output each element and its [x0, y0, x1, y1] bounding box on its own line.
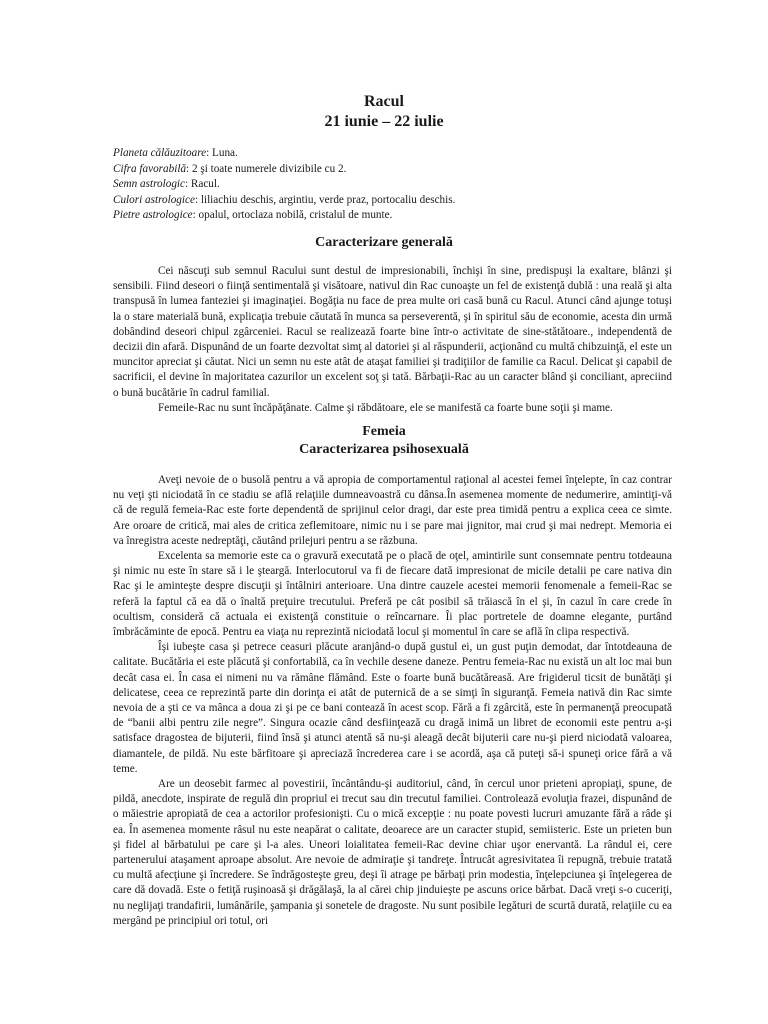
document-title: Racul — [364, 93, 404, 110]
section-heading-woman: Femeia — [362, 424, 406, 439]
section-subheading-psychosexual: Caracterizarea psihosexuală — [299, 442, 469, 457]
fact-label: Cifra favorabilă — [113, 162, 187, 175]
paragraph: Are un deosebit farmec al povestirii, încântându-şi auditoriul, când, în cercul unor prieteni apropiaţi, spune, de pildă, anecdote, inspirate de regulă din propriul ei trecut sau din trecutul familiei. Controlează evoluţia frazei, dispunând de o măiestrie apropiată de cea a actorilor profesionişti. Cu o mică excepţie : nu poate povesti lucruri amuzante fără a râde şi ea. În asemenea momente râsul nu este neapărat o calitate, deoarece are un caracter stupid, semiisteric. Este un prieten bun şi fidel al bărbatului pe care şi l-a ales. Uneori loialitatea femeii-Rac devine chiar uşor enervantă. La rândul ei, cere partenerului ataşament aproape absolut. Are nevoie de admiraţie şi tandreţe. Întrucât agresivitatea îi repugnă, trebuie tratată cu multă afecţiune şi încredere. Se îndrăgosteşte greu, deşi îi atrage pe bărbaţi prin modestia, înţelepciunea şi înţelegerea de care dă dovadă. Este o fetiţă ruşinoasă şi drăgălaşă, la al cărei chip jinduieşte pe ascuns orice bărbat. Dacă vreţi s-o cuceriţi, nu neglijaţi trandafirii, lumânările, şampania şi sonetele de dragoste. Nu sunt posibile legături de scurtă durată, relaţiile cu ea mergând pe principiul ori totul, ori — [113, 778, 672, 927]
fact-label: Semn astrologic — [113, 178, 185, 190]
paragraph: Îşi iubeşte casa şi petrece ceasuri plăcute aranjând-o după gustul ei, un gust puţin demodat, dar întotdeauna de calitate. Bucătăria ei este plăcută şi confortabilă, ca în vechile desene daneze. Pentru femeia-Rac nu există un alt loc mai bun decât casa ei. În casa ei nimeni nu va rămâne flămând. Este o foarte bună bucătăreasă. Are frigiderul ticsit de bunătăţi şi delicatese, ceea ce reprezintă parte din dorinţa ei atât de puternică de a se simţi în siguranţă. Femeia nativă din Rac simte nevoia de a şti ce va mânca a doua zi şi pe ce bani contează în acest scop. Fără a fi zgârcită, este în permanenţă preocupată de “banii albi pentru zile negre”. Singura ocazie când desfiinţează cu dragă inimă un libret de economii este pentru a-şi satisface dragostea de bijuterii, fiind însă şi atunci atentă să nu-şi aleagă decât bijuterii care nu-şi pierd niciodată valoarea, diamantele, de pildă. Nu este bărfitoare şi apreciază încrederea care i se acordă, aşa că puteţi să-i spuneţi orice fără a vă teme. — [113, 641, 672, 775]
section-heading-general: Caracterizare generală — [315, 235, 453, 250]
paragraph: Aveţi nevoie de o busolă pentru a vă apropia de comportamentul raţional al acestei femei înţelepte, în caz contrar nu veţi şti niciodată în ce stadiu se află relaţiile dumneavoastră cu dânsa.În asemenea momente de nedumerire, amintiţi-vă că de regulă femeia-Rac este forte dependentă de sprijinul celor dragi, dar este prea timidă pentru a explica ceea ce simte. Are oroare de critică, mai ales de critica zeflemitoare, nimic nu i se pare mai jignitor, mai crud şi mai nedrept. Memoria ei va înregistra aceste nedreptăţi, căutând prilejuri pentru a se răzbuna. — [113, 474, 672, 547]
fact-value: Luna. — [209, 147, 238, 159]
fact-sign: Semn astrologic: Racul. — [113, 178, 220, 190]
fact-value: liliachiu deschis, argintiu, verde praz, portocaliu deschis. — [198, 193, 456, 206]
document-date-range: 21 iunie – 22 iulie — [324, 113, 444, 130]
fact-stones: Pietre astrologice: opalul, ortoclaza nobilă, cristalul de munte. — [113, 209, 393, 221]
section-general-body — [113, 264, 672, 416]
fact-value: 2 şi toate numerele divizibile cu 2. — [189, 162, 347, 175]
fact-value: Racul. — [188, 178, 220, 190]
fact-planet: Planeta călăuzitoare: Luna. — [113, 147, 238, 159]
sign-facts-list — [113, 146, 673, 224]
fact-label: Planeta călăuzitoare — [113, 147, 207, 159]
paragraph: Cei născuţi sub semnul Racului sunt destul de impresionabili, închişi în sine, predispuşi la exaltare, blânzi şi sensibili. Fiind deseori o fiinţă sentimentală şi visătoare, nativul din Rac cunoaşte un fel de existenţă dublă : una reală şi alta transpusă în lumea fanteziei şi imaginaţiei. Bogăţia nu face de prea multe ori casă bună cu Racul. Atunci când ajunge totuşi la o stare materială bună, explicaţia trebuie căutată în munca sa perseverentă, şi în spiritul său de economie, acesta din urmă dobândind deseori chipul zgârceniei. Racul se realizează foarte bine într-o activitate de sine-stătătoare., independentă de decizii din afară. Dispunând de un foarte dezvoltat simţ al datoriei şi al răspunderii, acţionând cu multă chibzuinţă, el este un muncitor apreciat şi căutat. Nici un semn nu este atât de ataşat familiei şi tradiţiilor de familie ca Racul. Delicat şi capabil de sacrificii, el devine în majoritatea cazurilor un excelent soţ şi tată. Bărbaţii-Rac au un caracter blând şi conciliant, apreciind o bună bucătărie în cadrul familial. — [113, 265, 672, 399]
fact-label: Culori astrologice — [113, 193, 195, 206]
paragraph: Excelenta sa memorie este ca o gravură executată pe o placă de oţel, amintirile sunt consemnate pentru totdeauna şi nimic nu este în stare să i le şteargă. Interlocutorul va fi de fiecare dată impresionat de micile detalii pe care nativa din Rac şi le aminteşte despre discuţii şi întâlniri anterioare. Una dintre cauzele acestei memorii fenomenale a femeii-Rac se referă la faptul că ea dă o înaltă preţuire trecutului. Preferă pe cât posibil să trăiască în el şi, în cazul în care crede în ocultism, consideră că actuala ei existenţă constituie o reîncarnare. Îi plac portretele de doamne elegante, purtând îmbrăcăminte de epocă. Pentru ea viaţa nu reprezintă niciodată locul şi momentul în care se află în clipa respectivă. — [113, 550, 672, 639]
fact-number: Cifra favorabilă: 2 şi toate numerele divizibile cu 2. — [113, 162, 347, 175]
fact-value: opalul, ortoclaza nobilă, cristalul de munte. — [195, 209, 393, 221]
fact-colors: Culori astrologice: liliachiu deschis, argintiu, verde praz, portocaliu deschis. — [113, 193, 456, 206]
section-woman-body — [113, 473, 672, 929]
fact-label: Pietre astrologice — [113, 209, 193, 221]
paragraph: Femeile-Rac nu sunt încăpăţânate. Calme şi răbdătoare, ele se manifestă ca foarte bune soţii şi mame. — [158, 401, 613, 414]
